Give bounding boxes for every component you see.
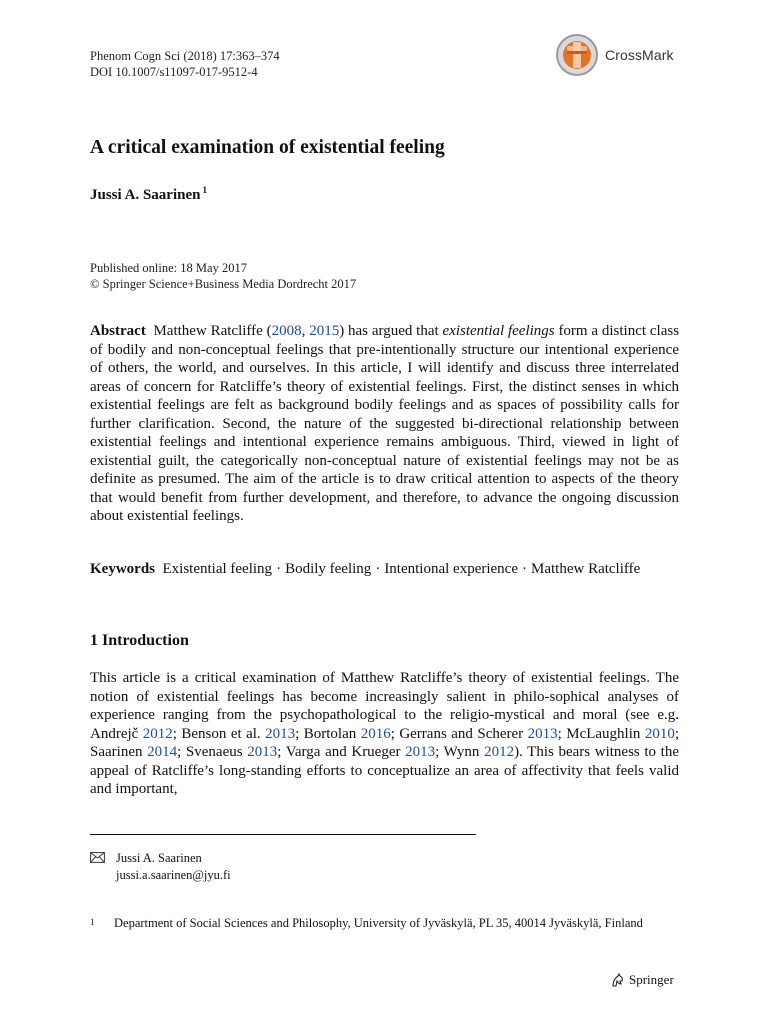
abstract: [90, 322, 679, 526]
correspondence: [90, 850, 231, 883]
keyword-separator: ·: [522, 561, 527, 577]
citation-link[interactable]: 2015: [309, 323, 340, 339]
keywords: [90, 560, 679, 579]
crossmark-icon: [553, 33, 601, 77]
keyword: Matthew Ratcliffe: [531, 561, 641, 577]
abstract-text: ,: [301, 323, 310, 339]
body-text: ; Varga and Krueger: [277, 744, 406, 760]
springer-horse-icon: [610, 972, 626, 988]
author-affiliation-mark[interactable]: 1: [202, 185, 207, 195]
springer-label: Springer: [629, 972, 674, 987]
body-text: ; Svenaeus: [177, 744, 248, 760]
footnote-divider: [90, 834, 476, 835]
body-text: ; Gerrans and Scherer: [390, 725, 528, 742]
published-online: Published online: 18 May 2017: [90, 261, 247, 275]
doi-link[interactable]: DOI 10.1007/s11097-017-9512-4: [90, 65, 258, 79]
body-text: ; Bortolan: [295, 725, 361, 742]
citation-link[interactable]: 2014: [147, 744, 178, 760]
journal-header: [90, 48, 280, 80]
abstract-label: Abstract: [90, 323, 146, 339]
author-name: Jussi A. Saarinen: [90, 187, 201, 203]
citation-link[interactable]: 2008: [271, 323, 302, 339]
affiliation-number: 1: [90, 917, 95, 927]
section-heading-introduction: 1 Introduction: [90, 632, 189, 649]
body-text: ; McLaughlin: [557, 725, 645, 742]
corresponding-author-email[interactable]: jussi.a.saarinen@jyu.fi: [116, 868, 231, 882]
publication-info: [90, 260, 356, 292]
keyword-separator: ·: [276, 561, 282, 577]
abstract-text: Matthew Ratcliffe (: [153, 323, 272, 339]
envelope-icon: [90, 850, 116, 867]
body-text: ). This bears witness to the appeal of Ratcliffe’s long-standing efforts to conceptualize an area of affectivity that feels valid and important,: [90, 744, 679, 797]
affiliation-text: Department of Social Sciences and Philosophy, University of Jyväskylä, PL 35, 40014 Jyväskylä, Finland: [114, 916, 643, 930]
body-text: This article is a critical examination of Matthew Ratcliffe’s theory of existential feelings. The notion of existential feelings has become increasingly salient in philo-sophical analyses of experience ranging from the psychopathological to the religio-mystical and moral (see e.g. Andrejč: [90, 670, 679, 742]
citation-link[interactable]: 2013: [527, 725, 558, 742]
citation-link[interactable]: 2016: [360, 725, 391, 742]
citation-link[interactable]: 2010: [644, 725, 675, 742]
keyword: Bodily feeling: [285, 561, 372, 577]
keyword: Intentional experience: [384, 561, 518, 577]
abstract-text: form a distinct class of bodily and non-conceptual feelings that pre-intentionally structure our intentional experience of others, the world, and ourselves. In this article, I will identify and discuss three interrelated areas of concern for Ratcliffe’s theory of existential feelings. First, the distinct senses in which existential feelings are felt as background bodily feelings and as spaces of possibility calls for further clarification. Second, the nature of the suggested bi-directional relationship between existential feelings and intentional experience remains ambiguous. Third, viewed in light of existential guilt, the categorically non-conceptual nature of existential feelings may not be as definite as presumed. The aim of the article is to draw critical attention to aspects of the theory that would benefit from further development, and therefore, to advance the ongoing discussion about existential feelings.: [90, 323, 680, 524]
citation-link[interactable]: 2013: [247, 744, 278, 760]
corresponding-author-name: Jussi A. Saarinen: [116, 851, 202, 865]
citation-link[interactable]: 2012: [142, 725, 173, 742]
keywords-label: Keywords: [90, 561, 155, 577]
article-title: A critical examination of existential feeling: [90, 137, 445, 158]
abstract-text: ) has argued that: [339, 323, 443, 339]
copyright: © Springer Science+Business Media Dordrecht 2017: [90, 277, 357, 291]
citation-link[interactable]: 2012: [484, 744, 515, 760]
abstract-emphasis: existential feelings: [442, 323, 555, 339]
springer-logo: [610, 972, 674, 988]
crossmark-badge[interactable]: [553, 33, 674, 77]
citation-link[interactable]: 2013: [265, 725, 296, 742]
author-line: [90, 185, 207, 204]
journal-citation: Phenom Cogn Sci (2018) 17:363–374: [90, 49, 280, 63]
body-text: ; Saarinen: [90, 725, 679, 760]
body-text: ; Benson et al.: [172, 725, 266, 742]
citation-link[interactable]: 2013: [405, 744, 436, 760]
affiliation-footnote: [90, 915, 680, 932]
introduction-paragraph: [90, 669, 679, 799]
body-text: ; Wynn: [435, 744, 485, 760]
keyword: Existential feeling: [162, 561, 273, 577]
crossmark-label: CrossMark: [605, 47, 674, 63]
keyword-separator: ·: [375, 561, 381, 577]
